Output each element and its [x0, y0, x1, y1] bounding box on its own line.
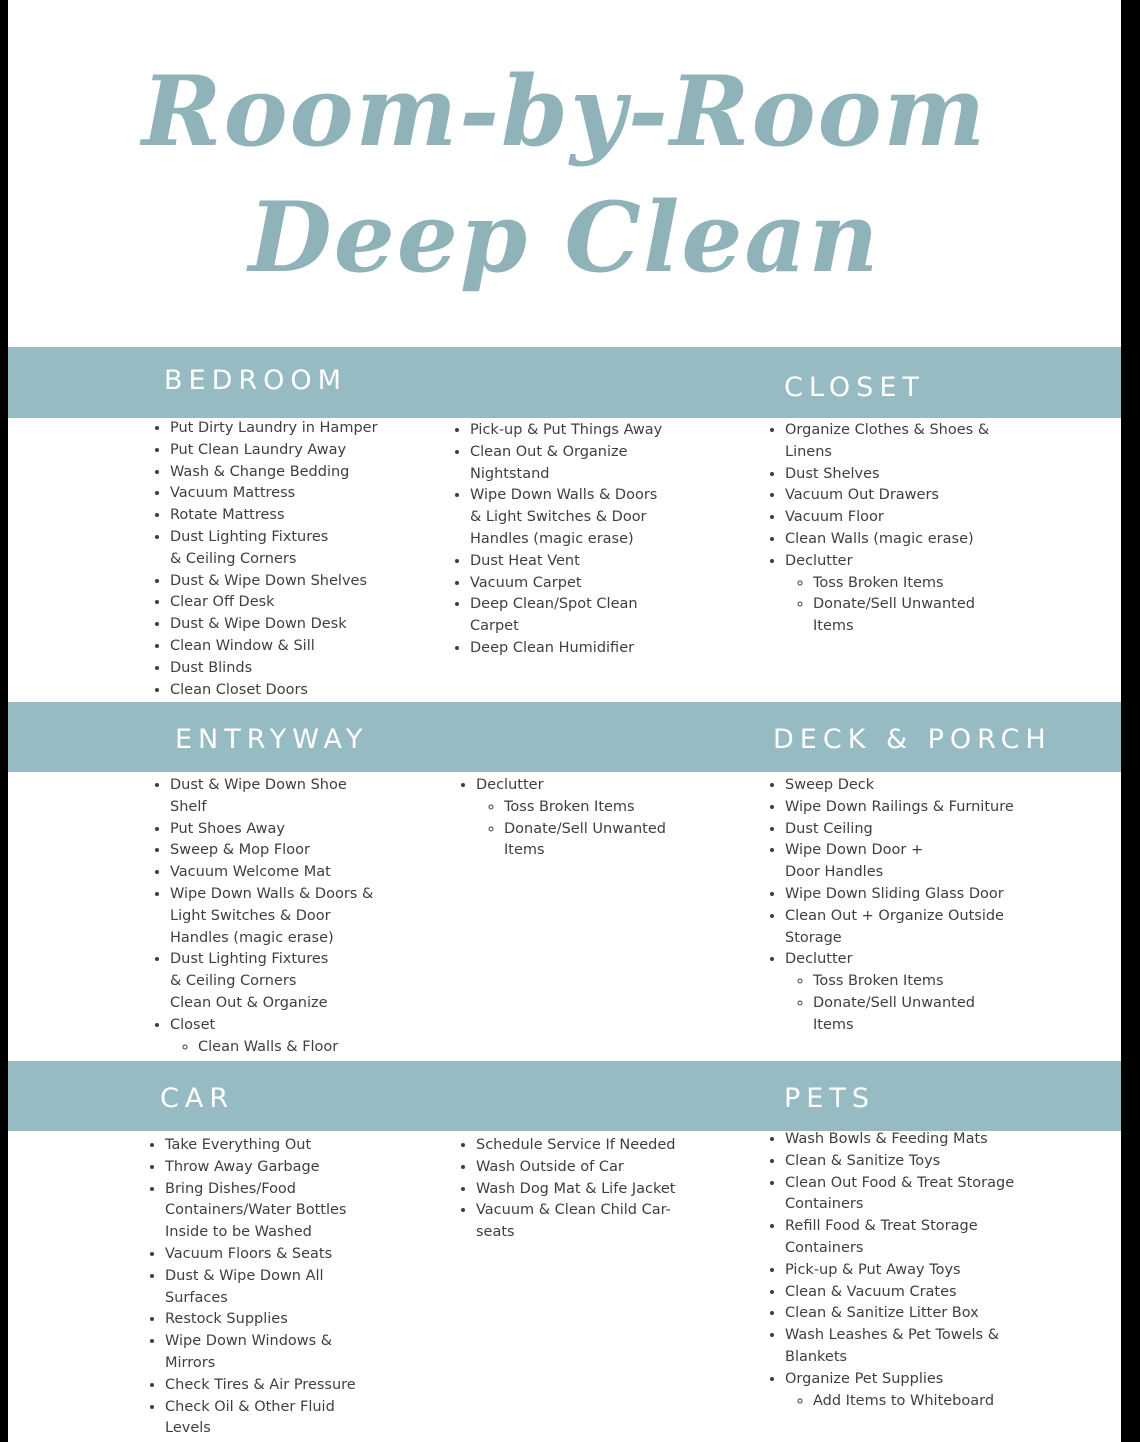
list-item-label: Declutter	[476, 777, 544, 793]
list-item: • Rotate Mattress	[170, 505, 430, 527]
list-item: • Clean Closet Doors	[170, 680, 430, 702]
sub-list	[785, 573, 1015, 638]
list-item: • Vacuum Carpet	[470, 573, 700, 595]
list-item	[785, 551, 1015, 638]
list-item: • Wash Leashes & Pet Towels & Blankets	[785, 1325, 1000, 1369]
list-item: • Wipe Down Windows & Mirrors	[165, 1331, 335, 1375]
deck-porch-list	[763, 775, 1035, 1037]
section-band-car-pets	[8, 1061, 1121, 1131]
sub-list	[170, 1037, 415, 1059]
list-item: • Put Clean Laundry Away	[170, 440, 430, 462]
list-item: • Wash Bowls & Feeding Mats	[785, 1129, 1035, 1151]
list-item: • Sweep Deck	[785, 775, 1035, 797]
list-item: • Clear Off Desk	[170, 592, 430, 614]
sub-list-item: ◦ Donate/Sell Unwanted Items	[813, 993, 983, 1037]
list-item: • Dust Shelves	[785, 464, 1015, 486]
car-list-1	[143, 1135, 415, 1440]
list-item-label: Declutter	[785, 951, 853, 968]
list-item: • Clean & Sanitize Toys	[785, 1151, 1035, 1173]
list-item: • Dust & Wipe Down Desk	[170, 614, 430, 636]
list-item: • Organize Clothes & Shoes & Linens	[785, 420, 990, 464]
section-title-closet: CLOSET	[784, 372, 925, 403]
list-item: • Dust Blinds	[170, 658, 430, 680]
section-title-car: CAR	[160, 1083, 235, 1114]
bedroom-list-2	[448, 420, 700, 660]
list-item	[170, 993, 415, 1058]
list-item: • Wipe Down Sliding Glass Door	[785, 884, 1035, 906]
list-item: • Wipe Down Walls & Doors & Light Switches & Door Handles (magic erase)	[470, 485, 670, 550]
list-item: • Bring Dishes/Food Containers/Water Bottles Inside to be Washed	[165, 1179, 355, 1244]
page-title-line-2: Deep Clean	[248, 181, 881, 294]
bedroom-list-1	[148, 418, 430, 701]
sub-list-item: ◦ Toss Broken Items	[813, 573, 1015, 595]
list-item: • Dust Lighting Fixtures & Ceiling Corners	[170, 949, 340, 993]
section-title-bedroom: BEDROOM	[164, 365, 347, 396]
list-item: • Wipe Down Railings & Furniture	[785, 797, 1035, 819]
entryway-list-2	[454, 775, 706, 862]
list-item: • Wash Outside of Car	[476, 1157, 706, 1179]
list-item: • Restock Supplies	[165, 1309, 415, 1331]
list-item	[476, 775, 706, 862]
car-list-2	[454, 1135, 706, 1244]
list-item: • Clean Window & Sill	[170, 636, 430, 658]
list-item: • Clean Out Food & Treat Storage Containers	[785, 1173, 1017, 1217]
list-item: • Clean & Vacuum Crates	[785, 1282, 1035, 1304]
checklist-page	[8, 0, 1121, 1442]
list-item: • Clean Out + Organize Outside Storage	[785, 906, 1005, 950]
list-item-label: Organize Pet Supplies	[785, 1370, 944, 1387]
list-item: • Clean Out & Organize Nightstand	[470, 442, 635, 486]
list-item: • Deep Clean Humidifier	[470, 638, 700, 660]
section-title-pets: PETS	[784, 1083, 875, 1114]
section-band-entryway-deck	[8, 702, 1121, 772]
list-item: • Check Oil & Other Fluid Levels	[165, 1397, 345, 1441]
list-item: • Put Dirty Laundry in Hamper	[170, 418, 430, 440]
list-item: • Refill Food & Treat Storage Containers	[785, 1216, 985, 1260]
list-item: • Vacuum Floor	[785, 507, 1015, 529]
section-band-bedroom-closet	[8, 347, 1121, 418]
list-item: • Throw Away Garbage	[165, 1157, 415, 1179]
sub-list-item: ◦ Donate/Sell Unwanted Items	[813, 594, 983, 638]
list-item: • Check Tires & Air Pressure	[165, 1375, 415, 1397]
list-item: • Take Everything Out	[165, 1135, 415, 1157]
list-item: • Wipe Down Walls & Doors & Light Switches & Door Handles (magic erase)	[170, 884, 375, 949]
list-item: • Vacuum Out Drawers	[785, 485, 1015, 507]
section-title-deck-porch: DECK & PORCH	[773, 724, 1052, 755]
list-item: • Dust Ceiling	[785, 819, 1035, 841]
list-item: • Put Shoes Away	[170, 819, 415, 841]
sub-list-item: ◦ Toss Broken Items	[813, 971, 1035, 993]
list-item: • Clean Walls (magic erase)	[785, 529, 1015, 551]
pets-list	[763, 1129, 1035, 1412]
list-item: • Clean & Sanitize Litter Box	[785, 1303, 1035, 1325]
list-item: • Schedule Service If Needed	[476, 1135, 706, 1157]
list-item	[785, 1369, 1035, 1413]
sub-list-item: ◦ Toss Broken Items	[504, 797, 706, 819]
sub-list	[476, 797, 706, 862]
page-title-line-1: Room-by-Room	[141, 55, 988, 168]
list-item-label: Clean Out & Organize Closet	[170, 994, 328, 1033]
sub-list	[785, 1391, 1035, 1413]
list-item: • Vacuum Welcome Mat	[170, 862, 415, 884]
list-item: • Dust & Wipe Down Shoe Shelf	[170, 775, 350, 819]
list-item: • Dust & Wipe Down All Surfaces	[165, 1266, 330, 1310]
list-item: • Pick-up & Put Things Away	[470, 420, 700, 442]
sub-list	[785, 971, 1035, 1036]
list-item: • Dust & Wipe Down Shelves	[170, 571, 430, 593]
list-item: • Wash & Change Bedding	[170, 462, 430, 484]
list-item	[785, 949, 1035, 1036]
list-item: • Dust Heat Vent	[470, 551, 700, 573]
list-item: • Wipe Down Door + Door Handles	[785, 840, 960, 884]
closet-list	[763, 420, 1015, 638]
list-item-label: Declutter	[785, 552, 853, 569]
sub-list-item: ◦ Add Items to Whiteboard	[813, 1391, 1035, 1413]
list-item: • Dust Lighting Fixtures & Ceiling Corners	[170, 527, 340, 571]
sub-list-item: ◦ Clean Walls & Floor	[198, 1037, 415, 1059]
list-item: • Wash Dog Mat & Life Jacket	[476, 1179, 706, 1201]
section-title-entryway: ENTRYWAY	[175, 724, 369, 755]
list-item: • Deep Clean/Spot Clean Carpet	[470, 594, 645, 638]
entryway-list-1	[148, 775, 415, 1058]
list-item: • Pick-up & Put Away Toys	[785, 1260, 1035, 1282]
list-item: • Vacuum Mattress	[170, 483, 430, 505]
list-item: • Vacuum Floors & Seats	[165, 1244, 415, 1266]
sub-list-item: ◦ Donate/Sell Unwanted Items	[504, 819, 674, 863]
list-item: • Sweep & Mop Floor	[170, 840, 415, 862]
list-item: • Vacuum & Clean Child Car-seats	[476, 1200, 681, 1244]
